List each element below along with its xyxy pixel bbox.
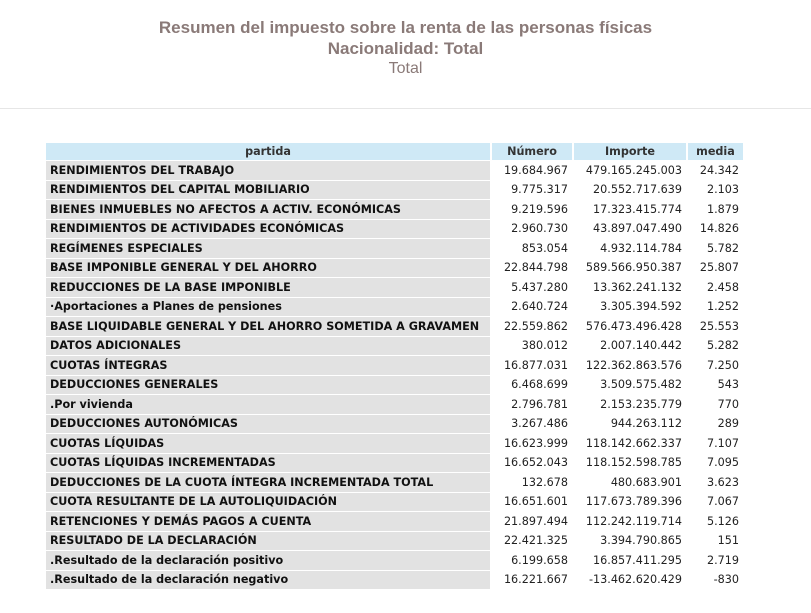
table-row: [46, 434, 745, 453]
cell-importe: 20.552.717.639: [574, 181, 688, 200]
cell-importe: 944.263.112: [574, 415, 688, 434]
cell-media: 289: [688, 415, 745, 434]
cell-importe: 2.007.140.442: [574, 337, 688, 356]
cell-partida: CUOTAS ÍNTEGRAS: [46, 356, 492, 375]
table-row: [46, 356, 745, 375]
cell-media: 5.126: [688, 512, 745, 531]
report-scope: Total: [388, 60, 423, 77]
table-row: [46, 493, 745, 512]
cell-numero: 6.468.699: [492, 376, 574, 395]
cell-numero: 132.678: [492, 473, 574, 492]
table-row: [46, 551, 745, 570]
cell-media: 151: [688, 532, 745, 551]
cell-media: 543: [688, 376, 745, 395]
cell-importe: 2.153.235.779: [574, 395, 688, 414]
cell-numero: 21.897.494: [492, 512, 574, 531]
report-title: Resumen del impuesto sobre la renta de las personas físicas: [158, 18, 653, 37]
table-row: [46, 473, 745, 492]
cell-partida: DEDUCCIONES GENERALES: [46, 376, 492, 395]
cell-partida: RESULTADO DE LA DECLARACIÓN: [46, 532, 492, 551]
cell-importe: 118.152.598.785: [574, 454, 688, 473]
cell-partida: CUOTAS LÍQUIDAS INCREMENTADAS: [46, 454, 492, 473]
table-row: [46, 512, 745, 531]
cell-media: 1.879: [688, 200, 745, 219]
cell-importe: 16.857.411.295: [574, 551, 688, 570]
cell-partida: CUOTA RESULTANTE DE LA AUTOLIQUIDACIÓN: [46, 493, 492, 512]
cell-numero: 9.775.317: [492, 181, 574, 200]
cell-numero: 853.054: [492, 239, 574, 258]
cell-numero: 16.651.601: [492, 493, 574, 512]
cell-importe: 3.394.790.865: [574, 532, 688, 551]
table-row: [46, 317, 745, 336]
cell-partida: DATOS ADICIONALES: [46, 337, 492, 356]
cell-importe: 589.566.950.387: [574, 259, 688, 278]
cell-partida: RENDIMIENTOS DEL CAPITAL MOBILIARIO: [46, 181, 492, 200]
cell-numero: 16.221.667: [492, 571, 574, 590]
cell-importe: 480.683.901: [574, 473, 688, 492]
cell-numero: 2.640.724: [492, 298, 574, 317]
table-body: [46, 161, 745, 589]
table-header-row: [46, 143, 745, 160]
report-subtitle: Nacionalidad: Total: [327, 39, 484, 58]
cell-partida: BASE IMPONIBLE GENERAL Y DEL AHORRO: [46, 259, 492, 278]
cell-importe: 3.305.394.592: [574, 298, 688, 317]
cell-partida: CUOTAS LÍQUIDAS: [46, 434, 492, 453]
cell-importe: -13.462.620.429: [574, 571, 688, 590]
cell-numero: 22.421.325: [492, 532, 574, 551]
cell-partida: BIENES INMUEBLES NO AFECTOS A ACTIV. ECONÓMICAS: [46, 200, 492, 219]
table-row: [46, 415, 745, 434]
table-row: [46, 239, 745, 258]
cell-importe: 112.242.119.714: [574, 512, 688, 531]
cell-importe: 17.323.415.774: [574, 200, 688, 219]
cell-partida: .Resultado de la declaración negativo: [46, 571, 492, 590]
cell-media: 2.458: [688, 278, 745, 297]
cell-media: 1.252: [688, 298, 745, 317]
cell-media: 7.107: [688, 434, 745, 453]
cell-partida: ·Aportaciones a Planes de pensiones: [46, 298, 492, 317]
cell-importe: 43.897.047.490: [574, 220, 688, 239]
cell-media: 2.103: [688, 181, 745, 200]
cell-media: 7.250: [688, 356, 745, 375]
cell-media: 14.826: [688, 220, 745, 239]
cell-numero: 380.012: [492, 337, 574, 356]
cell-media: 7.067: [688, 493, 745, 512]
cell-media: 5.782: [688, 239, 745, 258]
table-row: [46, 454, 745, 473]
column-header-partida: partida: [46, 143, 492, 160]
cell-media: -830: [688, 571, 745, 590]
cell-partida: REDUCCIONES DE LA BASE IMPONIBLE: [46, 278, 492, 297]
cell-partida: DEDUCCIONES AUTONÓMICAS: [46, 415, 492, 434]
column-header-media: media: [688, 143, 745, 160]
cell-media: 5.282: [688, 337, 745, 356]
table-row: [46, 181, 745, 200]
table-row: [46, 298, 745, 317]
cell-numero: 16.623.999: [492, 434, 574, 453]
cell-numero: 9.219.596: [492, 200, 574, 219]
cell-media: 24.342: [688, 161, 745, 180]
cell-importe: 122.362.863.576: [574, 356, 688, 375]
header-divider: [0, 108, 811, 109]
cell-media: 2.719: [688, 551, 745, 570]
cell-numero: 19.684.967: [492, 161, 574, 180]
cell-media: 25.553: [688, 317, 745, 336]
cell-importe: 13.362.241.132: [574, 278, 688, 297]
cell-numero: 5.437.280: [492, 278, 574, 297]
cell-numero: 2.796.781: [492, 395, 574, 414]
table-row: [46, 278, 745, 297]
cell-partida: REGÍMENES ESPECIALES: [46, 239, 492, 258]
cell-partida: RETENCIONES Y DEMÁS PAGOS A CUENTA: [46, 512, 492, 531]
table-row: [46, 220, 745, 239]
cell-importe: 479.165.245.003: [574, 161, 688, 180]
summary-table: [46, 142, 745, 590]
cell-numero: 16.877.031: [492, 356, 574, 375]
cell-media: 3.623: [688, 473, 745, 492]
cell-media: 770: [688, 395, 745, 414]
cell-partida: .Por vivienda: [46, 395, 492, 414]
cell-numero: 2.960.730: [492, 220, 574, 239]
table-row: [46, 161, 745, 180]
cell-partida: BASE LIQUIDABLE GENERAL Y DEL AHORRO SOMETIDA A GRAVAMEN: [46, 317, 492, 336]
cell-partida: DEDUCCIONES DE LA CUOTA ÍNTEGRA INCREMENTADA TOTAL: [46, 473, 492, 492]
report-header: [0, 0, 811, 91]
cell-importe: 3.509.575.482: [574, 376, 688, 395]
cell-partida: .Resultado de la declaración positivo: [46, 551, 492, 570]
cell-importe: 4.932.114.784: [574, 239, 688, 258]
cell-media: 7.095: [688, 454, 745, 473]
column-header-importe: Importe: [574, 143, 688, 160]
cell-numero: 3.267.486: [492, 415, 574, 434]
table-row: [46, 532, 745, 551]
column-header-numero: Número: [492, 143, 574, 160]
cell-numero: 22.559.862: [492, 317, 574, 336]
cell-numero: 22.844.798: [492, 259, 574, 278]
table-row: [46, 376, 745, 395]
cell-media: 25.807: [688, 259, 745, 278]
cell-partida: RENDIMIENTOS DEL TRABAJO: [46, 161, 492, 180]
table-row: [46, 200, 745, 219]
cell-importe: 576.473.496.428: [574, 317, 688, 336]
cell-importe: 118.142.662.337: [574, 434, 688, 453]
table-row: [46, 337, 745, 356]
cell-numero: 16.652.043: [492, 454, 574, 473]
table-row: [46, 395, 745, 414]
cell-importe: 117.673.789.396: [574, 493, 688, 512]
cell-numero: 6.199.658: [492, 551, 574, 570]
cell-partida: RENDIMIENTOS DE ACTIVIDADES ECONÓMICAS: [46, 220, 492, 239]
table-row: [46, 571, 745, 590]
table-row: [46, 259, 745, 278]
